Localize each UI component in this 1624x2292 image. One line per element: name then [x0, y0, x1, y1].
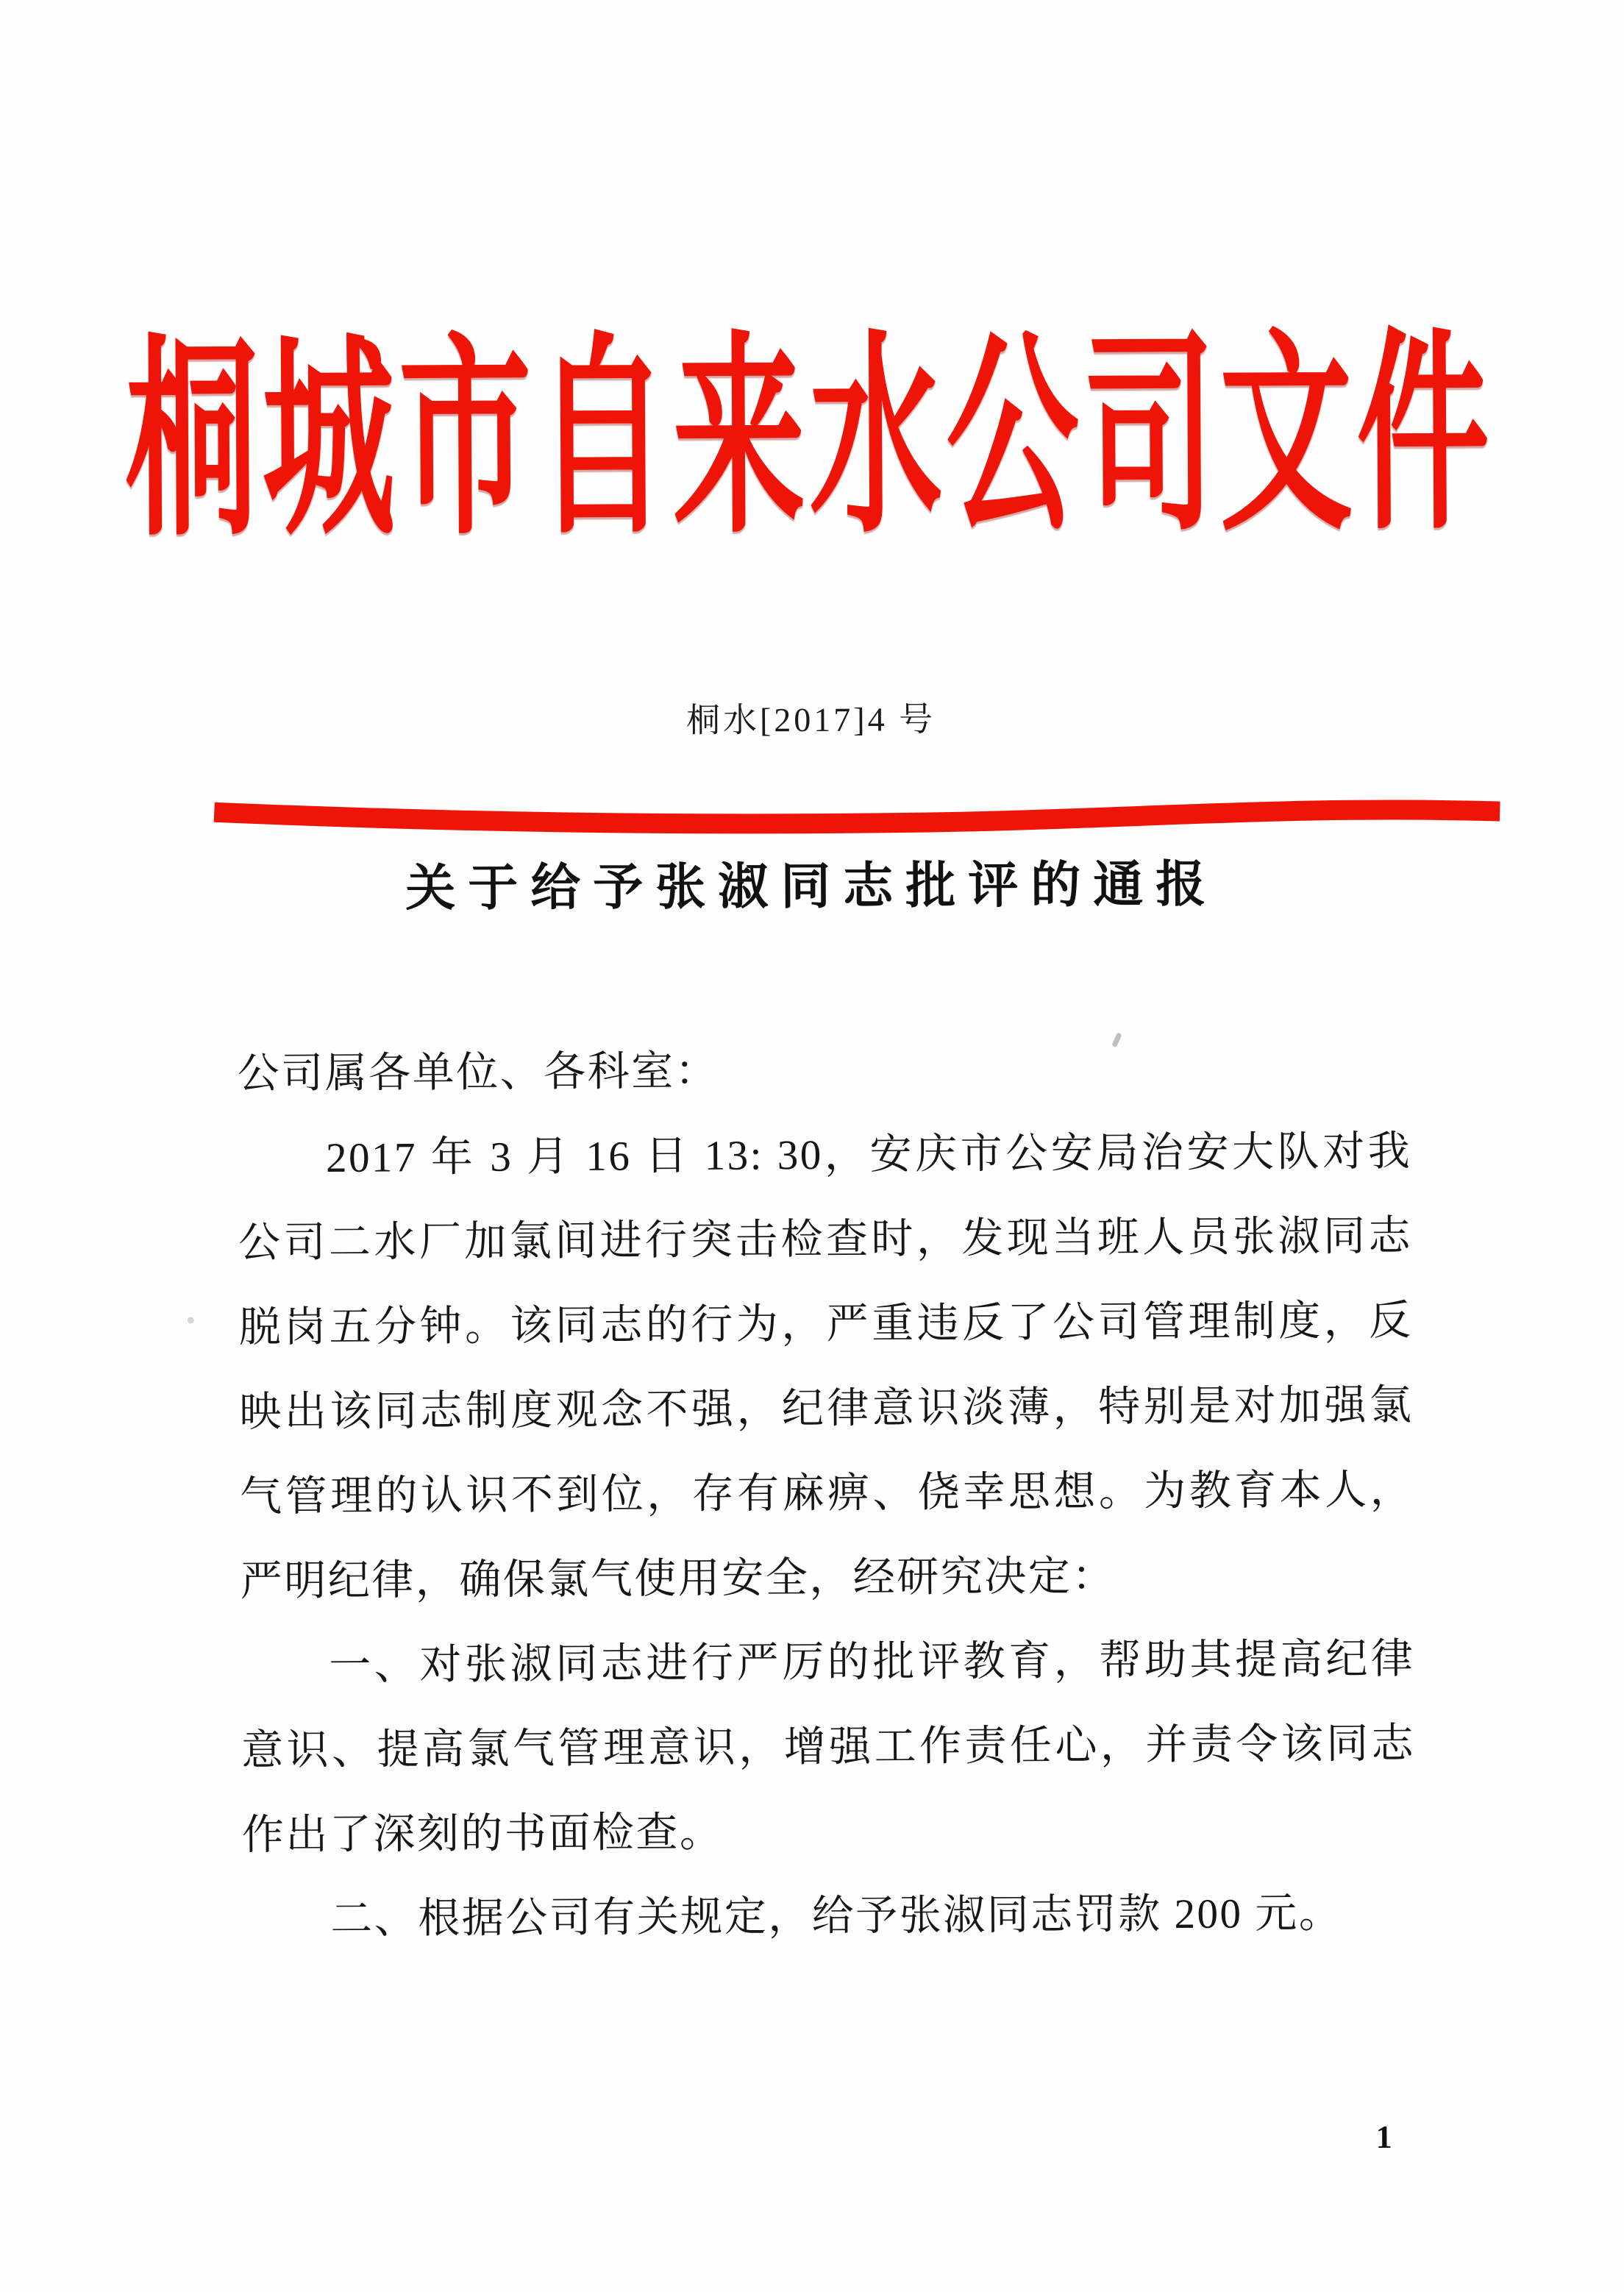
paragraph-intro: 2017 年 3 月 16 日 13: 30，安庆市公安局治安大队对我公司二水厂加氯间进行突击检查时，发现当班人员张淑同志脱岗五分钟。该同志的行为，严重违反了公司管理制度，反映出该同志制度观念不强，纪律意识淡薄，特别是对加强氯气管理的认识不到位，存有麻痹、侥幸思想。为教育本人，严明纪律，确保氯气使用安全，经研究决定： — [238, 1128, 1414, 1605]
salutation: 公司属各单位、各科室： — [237, 1047, 719, 1097]
scan-speck — [188, 1317, 194, 1323]
red-divider-line — [211, 795, 1503, 840]
document-title: 关于给予张淑同志批评的通报 — [405, 856, 1219, 917]
paragraph-item-2: 二、根据公司有关规定，给予张淑同志罚款 200 元。 — [330, 1890, 1343, 1943]
company-masthead-title: 桐城市自来水公司文件 — [124, 316, 1495, 562]
red-header — [0, 316, 1622, 562]
page-number: 1 — [1375, 2118, 1392, 2156]
document-number: 桐水[2017]4 号 — [685, 700, 936, 739]
document-body — [237, 1025, 1417, 1962]
paragraph-item-1: 一、对张淑同志进行严厉的批评教育，帮助其提高纪律意识、提高氯气管理意识，增强工作责任心，并责令该同志作出了深刻的书面检查。 — [241, 1636, 1416, 1859]
